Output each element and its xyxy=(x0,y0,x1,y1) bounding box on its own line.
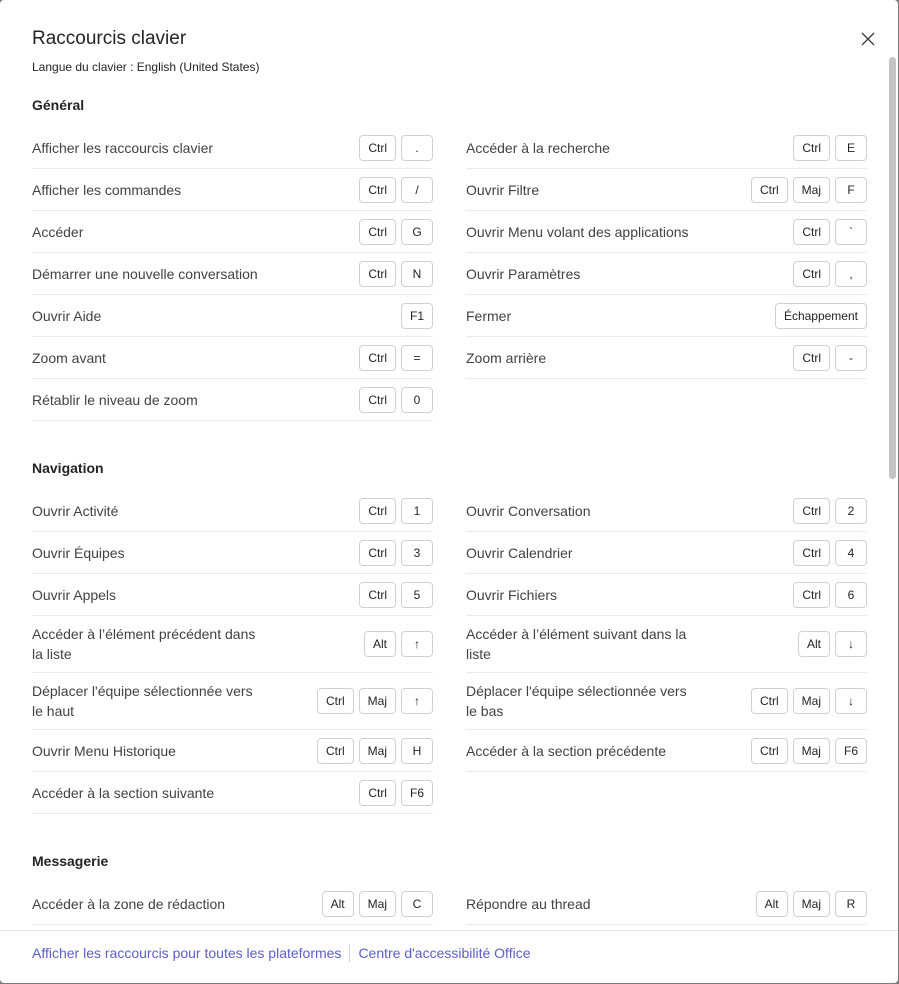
shortcut-label: Accéder xyxy=(32,223,84,240)
shortcut-row xyxy=(32,295,433,337)
key-cap: 5 xyxy=(401,582,433,608)
key-cap: ↓ xyxy=(835,631,867,657)
section-title: Messagerie xyxy=(32,853,109,869)
shortcut-row xyxy=(466,253,867,295)
shortcut-row xyxy=(32,253,433,295)
shortcut-label: Afficher les commandes xyxy=(32,181,182,198)
dialog-title: Raccourcis clavier xyxy=(32,28,187,49)
shortcut-label: Zoom arrière xyxy=(466,349,547,366)
key-cap: Ctrl xyxy=(359,219,396,245)
key-combo xyxy=(798,631,867,657)
shortcut-row xyxy=(32,532,433,574)
key-cap: Ctrl xyxy=(359,498,396,524)
shortcut-row xyxy=(32,169,433,211)
shortcut-row xyxy=(466,295,867,337)
shortcut-label: Ouvrir Aide xyxy=(32,307,102,324)
shortcut-row xyxy=(32,883,433,925)
scrollbar-thumb[interactable] xyxy=(889,57,896,479)
key-combo xyxy=(401,303,433,329)
key-cap: Alt xyxy=(756,891,788,917)
shortcuts-content xyxy=(32,84,867,930)
section-2 xyxy=(32,852,867,930)
key-combo xyxy=(359,219,433,245)
section-title: Navigation xyxy=(32,460,104,476)
key-cap: ↑ xyxy=(401,688,433,714)
shortcut-row xyxy=(32,490,433,532)
key-cap: / xyxy=(401,177,433,203)
shortcut-label: Ouvrir Conversation xyxy=(466,502,591,519)
shortcut-grid xyxy=(32,127,867,421)
shortcut-row xyxy=(466,337,867,379)
key-combo xyxy=(756,891,867,917)
key-cap: Maj xyxy=(359,688,396,714)
key-combo xyxy=(359,780,433,806)
shortcut-row xyxy=(32,673,433,730)
key-combo xyxy=(359,582,433,608)
key-cap: Maj xyxy=(359,891,396,917)
key-combo xyxy=(364,631,433,657)
key-cap: Ctrl xyxy=(359,177,396,203)
section-0 xyxy=(32,96,867,421)
key-cap: ↓ xyxy=(835,688,867,714)
shortcut-label: Zoom avant xyxy=(32,349,106,366)
keyboard-language: Langue du clavier : English (United States) xyxy=(32,60,260,74)
shortcut-label: Déplacer l'équipe sélectionnée vers le bas xyxy=(466,683,687,719)
key-cap: G xyxy=(401,219,433,245)
key-cap: Ctrl xyxy=(317,738,354,764)
key-cap: , xyxy=(835,261,867,287)
shortcut-label: Répondre au thread xyxy=(466,895,591,912)
shortcut-label: Ouvrir Menu Historique xyxy=(32,742,176,759)
shortcut-row xyxy=(466,169,867,211)
key-cap: F xyxy=(835,177,867,203)
shortcut-row xyxy=(466,211,867,253)
shortcut-grid xyxy=(32,490,867,814)
shortcut-row xyxy=(32,211,433,253)
key-combo xyxy=(751,738,867,764)
shortcut-label: Accéder à la recherche xyxy=(466,139,610,156)
key-cap: Maj xyxy=(793,891,830,917)
shortcut-label: Démarrer une nouvelle conversation xyxy=(32,265,258,282)
key-cap: = xyxy=(401,345,433,371)
key-cap: F6 xyxy=(401,780,433,806)
key-combo xyxy=(793,135,867,161)
all-platforms-link[interactable]: Afficher les raccourcis pour toutes les plateformes xyxy=(32,945,342,961)
key-cap: Ctrl xyxy=(359,780,396,806)
key-cap: Ctrl xyxy=(793,135,830,161)
key-combo xyxy=(322,891,433,917)
key-combo xyxy=(793,261,867,287)
close-icon xyxy=(861,32,875,46)
shortcut-label: Fermer xyxy=(466,307,512,324)
key-cap: H xyxy=(401,738,433,764)
key-cap: Échappement xyxy=(775,303,867,329)
dialog-footer xyxy=(0,930,898,983)
shortcut-label: Accéder à la section précédente xyxy=(466,742,667,759)
key-combo xyxy=(359,345,433,371)
shortcut-label: Accéder à la zone de rédaction xyxy=(32,895,226,912)
key-cap: Ctrl xyxy=(793,345,830,371)
shortcut-row xyxy=(32,730,433,772)
empty-cell xyxy=(466,379,867,421)
shortcut-label: Ouvrir Activité xyxy=(32,502,119,519)
shortcut-label: Ouvrir Calendrier xyxy=(466,544,573,561)
shortcut-label: Ouvrir Équipes xyxy=(32,544,125,561)
key-cap: ` xyxy=(835,219,867,245)
key-combo xyxy=(793,540,867,566)
key-cap: F1 xyxy=(401,303,433,329)
shortcut-row xyxy=(32,337,433,379)
shortcut-row xyxy=(32,379,433,421)
key-cap: Ctrl xyxy=(751,688,788,714)
shortcut-row xyxy=(32,772,433,814)
key-combo xyxy=(317,688,433,714)
shortcut-label: Ouvrir Filtre xyxy=(466,181,540,198)
key-cap: 1 xyxy=(401,498,433,524)
key-cap: Ctrl xyxy=(359,540,396,566)
key-combo xyxy=(359,177,433,203)
key-cap: Maj xyxy=(793,688,830,714)
shortcut-row xyxy=(32,574,433,616)
shortcut-label: Déplacer l'équipe sélectionnée vers le haut xyxy=(32,683,253,719)
key-cap: Ctrl xyxy=(359,345,396,371)
shortcut-label: Ouvrir Appels xyxy=(32,586,117,603)
key-cap: 2 xyxy=(835,498,867,524)
key-cap: 6 xyxy=(835,582,867,608)
key-cap: Ctrl xyxy=(359,582,396,608)
key-cap: E xyxy=(835,135,867,161)
shortcuts-list[interactable] xyxy=(0,84,890,930)
key-cap: R xyxy=(835,891,867,917)
key-cap: Maj xyxy=(793,738,830,764)
shortcut-row xyxy=(466,730,867,772)
shortcut-row xyxy=(466,616,867,673)
shortcut-row xyxy=(32,616,433,673)
shortcut-row xyxy=(32,127,433,169)
footer-divider xyxy=(349,944,350,962)
shortcut-row xyxy=(466,490,867,532)
shortcut-label: Accéder à l’élément suivant dans la liste xyxy=(466,626,687,662)
shortcut-label: Accéder à l’élément précédent dans la liste xyxy=(32,626,256,662)
shortcut-label: Afficher les raccourcis clavier xyxy=(32,139,214,156)
key-combo xyxy=(793,498,867,524)
key-combo xyxy=(359,498,433,524)
key-cap: Ctrl xyxy=(317,688,354,714)
key-cap: 0 xyxy=(401,387,433,413)
key-cap: Maj xyxy=(793,177,830,203)
shortcut-row xyxy=(466,673,867,730)
key-combo xyxy=(317,738,433,764)
close-button[interactable] xyxy=(854,25,882,53)
key-cap: Ctrl xyxy=(793,261,830,287)
key-cap: F6 xyxy=(835,738,867,764)
key-cap: Alt xyxy=(322,891,354,917)
key-cap: Ctrl xyxy=(751,738,788,764)
key-cap: N xyxy=(401,261,433,287)
shortcut-row xyxy=(466,883,867,925)
key-combo xyxy=(751,177,867,203)
shortcut-label: Accéder à la section suivante xyxy=(32,784,215,801)
key-combo xyxy=(359,387,433,413)
key-cap: . xyxy=(401,135,433,161)
key-cap: 3 xyxy=(401,540,433,566)
key-combo xyxy=(359,261,433,287)
key-combo xyxy=(751,688,867,714)
key-cap: 4 xyxy=(835,540,867,566)
key-cap: Ctrl xyxy=(359,387,396,413)
shortcut-row xyxy=(466,127,867,169)
key-cap: Ctrl xyxy=(793,219,830,245)
key-cap: Ctrl xyxy=(751,177,788,203)
accessibility-center-link[interactable]: Centre d'accessibilité Office xyxy=(358,945,531,961)
key-combo xyxy=(359,135,433,161)
key-cap: Ctrl xyxy=(359,261,396,287)
key-cap: C xyxy=(401,891,433,917)
key-combo xyxy=(775,303,867,329)
shortcut-grid xyxy=(32,883,867,930)
shortcut-label: Rétablir le niveau de zoom xyxy=(32,391,198,408)
shortcut-label: Ouvrir Menu volant des applications xyxy=(466,223,689,240)
key-cap: Alt xyxy=(364,631,396,657)
key-cap: Ctrl xyxy=(793,498,830,524)
shortcut-label: Ouvrir Paramètres xyxy=(466,265,581,282)
section-title: Général xyxy=(32,97,85,113)
key-combo xyxy=(793,219,867,245)
key-cap: Alt xyxy=(798,631,830,657)
key-combo xyxy=(359,540,433,566)
key-cap: Ctrl xyxy=(793,540,830,566)
key-cap: ↑ xyxy=(401,631,433,657)
key-cap: Maj xyxy=(359,738,396,764)
key-cap: Ctrl xyxy=(793,582,830,608)
shortcut-row xyxy=(466,574,867,616)
key-combo xyxy=(793,345,867,371)
section-1 xyxy=(32,459,867,814)
shortcut-row xyxy=(466,532,867,574)
key-combo xyxy=(793,582,867,608)
empty-cell xyxy=(466,772,867,814)
key-cap: - xyxy=(835,345,867,371)
shortcut-label: Ouvrir Fichiers xyxy=(466,586,558,603)
key-cap: Ctrl xyxy=(359,135,396,161)
